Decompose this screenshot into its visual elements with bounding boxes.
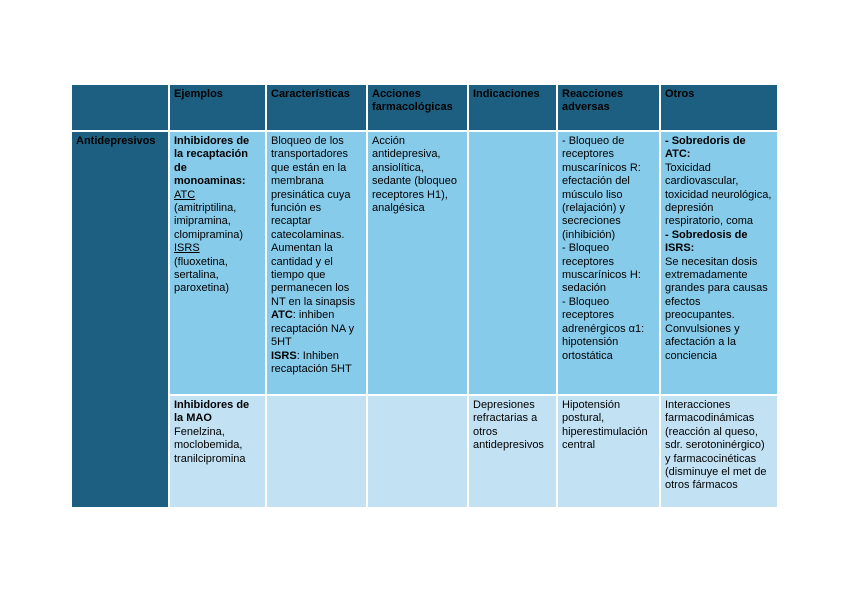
cell-caracteristicas-row2 (266, 395, 367, 508)
row-label-antidepresivos: Antidepresivos (71, 131, 169, 508)
cell-reacciones-row2: Hipotensión postural, hiperestimulación central (557, 395, 660, 508)
cell-caracteristicas-row1: Bloqueo de los transportadores que están en la membrana presinática cuya función es recaptar catecolaminas. Aumentan la cantidad y el tiempo que permanecen los NT en la sinapsis ATC: inhiben recaptación NA y 5HT ISRS: Inhiben recaptación 5HT (266, 131, 367, 395)
column-header-indicaciones: Indicaciones (468, 84, 557, 131)
cell-acciones-row1: Acción antidepresiva, ansiolítica, sedante (bloqueo receptores H1), analgésica (367, 131, 468, 395)
cell-indicaciones-row1 (468, 131, 557, 395)
table-header-row (71, 84, 778, 131)
cell-ejemplos-row1: Inhibidores de la recaptación de monoaminas: ATC (amitriptilina, imipramina, clomipramina) ISRS (fluoxetina, sertalina, paroxetina) (169, 131, 266, 395)
column-header-reacciones-adversas: Reacciones adversas (557, 84, 660, 131)
antidepressants-table (70, 83, 779, 509)
cell-ejemplos-row2: Inhibidores de la MAO Fenelzina, moclobemida, tranilcipromina (169, 395, 266, 508)
table-row-monoamine-inhibitors (71, 131, 778, 395)
column-header-caracteristicas: Características (266, 84, 367, 131)
cell-reacciones-row1: - Bloqueo de receptores muscarínicos R: efectación del músculo liso (relajación) y secreciones (inhibición) - Bloqueo receptores muscarínicos H: sedación - Bloqueo receptores adrenérgicos α1: hipotensión ortostática (557, 131, 660, 395)
column-header-otros: Otros (660, 84, 778, 131)
table-row-mao-inhibitors (71, 395, 778, 508)
cell-otros-row2: Interacciones farmacodinámicas (reacción al queso, sdr. serotoninérgico) y farmacocinéticas (disminuye el met de otros fármacos (660, 395, 778, 508)
cell-otros-row1: - Sobredoris de ATC: Toxicidad cardiovascular, toxicidad neurológica, depresión respiratorio, coma - Sobredosis de ISRS: Se necesitan dosis extremadamente grandes para causas efectos preocupantes. Convulsiones y afectación a la conciencia (660, 131, 778, 395)
column-header-ejemplos: Ejemplos (169, 84, 266, 131)
header-corner-cell (71, 84, 169, 131)
column-header-acciones-farmacologicas: Acciones farmacológicas (367, 84, 468, 131)
cell-indicaciones-row2: Depresiones refractarias a otros antidepresivos (468, 395, 557, 508)
cell-acciones-row2 (367, 395, 468, 508)
